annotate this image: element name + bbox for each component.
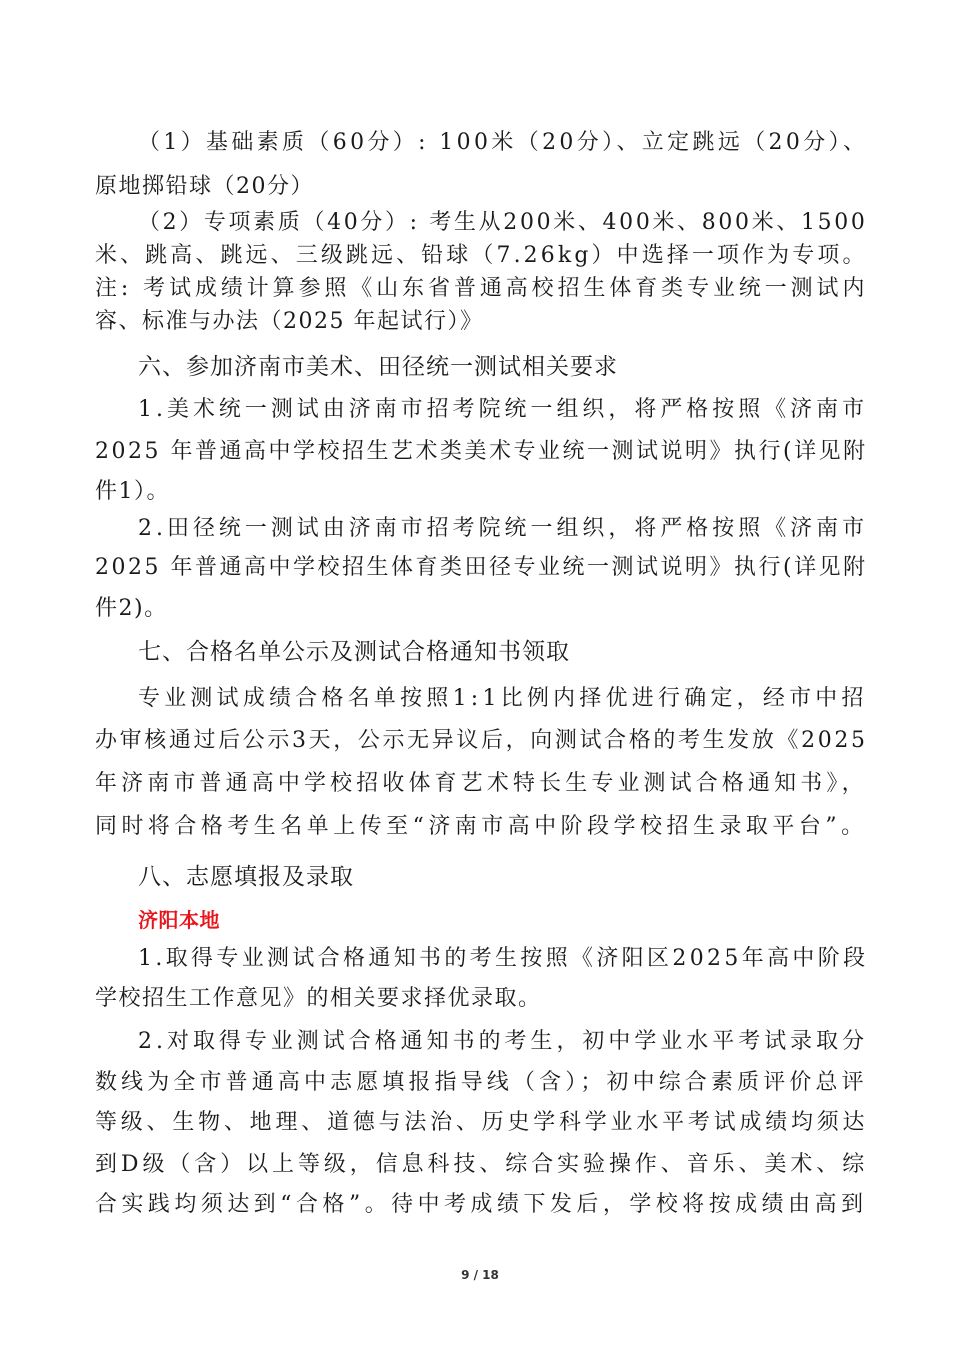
paragraph-line: 原地掷铅球（20分） — [95, 174, 314, 199]
section-heading: 八、志愿填报及录取 — [138, 864, 354, 890]
paragraph-line: 2.对取得专业测试合格通知书的考生，初中学业水平考试录取分 — [138, 1029, 869, 1054]
section-heading: 七、合格名单公示及测试合格通知书领取 — [138, 639, 570, 665]
paragraph-line: 数线为全市普通高中志愿填报指导线（含）；初中综合素质评价总评 — [95, 1070, 868, 1095]
paragraph-line: 到D级（含）以上等级，信息科技、综合实验操作、音乐、美术、综 — [95, 1152, 869, 1177]
paragraph-line: 等级、生物、地理、道德与法治、历史学科学业水平考试成绩均须达 — [95, 1110, 869, 1135]
paragraph-line: 年济南市普通高中学校招收体育艺术特长生专业测试合格通知书》， — [95, 771, 868, 796]
paragraph-line: 2.田径统一测试由济南市招考院统一组织，将严格按照《济南市 — [138, 516, 869, 541]
paragraph-line: 2025 年普通高中学校招生艺术类美术专业统一测试说明》执行(详见附 — [95, 439, 868, 464]
paragraph-line: 1.取得专业测试合格通知书的考生按照《济阳区2025年高中阶段 — [138, 946, 869, 971]
paragraph-line: 同时将合格考生名单上传至“济南市高中阶段学校招生录取平台”。 — [95, 814, 868, 839]
paragraph-line: 办审核通过后公示3天，公示无异议后，向测试合格的考生发放《2025 — [95, 728, 868, 753]
paragraph-line: 米、跳高、跳远、三级跳远、铅球（7.26kg）中选择一项作为专项。 — [95, 243, 868, 268]
page-number: 9 / 18 — [461, 1268, 499, 1282]
paragraph-line: （1）基础素质（60分）: 100米（20分）、立定跳远（20分）、 — [138, 130, 869, 155]
paragraph-line: 件2)。 — [95, 596, 168, 621]
paragraph-line: 合实践均须达到“合格”。待中考成绩下发后，学校将按成绩由高到 — [95, 1192, 868, 1217]
paragraph-line: 容、标准与办法（2025 年起试行）》 — [95, 309, 484, 334]
paragraph-line: 专业测试成绩合格名单按照1:1比例内择优进行确定，经市中招 — [138, 686, 868, 711]
paragraph-line: 1.美术统一测试由济南市招考院统一组织，将严格按照《济南市 — [138, 397, 869, 422]
paragraph-line: 2025 年普通高中学校招生体育类田径专业统一测试说明》执行(详见附 — [95, 555, 868, 580]
paragraph-line: 注: 考试成绩计算参照《山东省普通高校招生体育类专业统一测试内 — [95, 276, 869, 301]
section-heading: 六、参加济南市美术、田径统一测试相关要求 — [138, 354, 618, 380]
paragraph-line: （2）专项素质（40分）: 考生从200米、400米、800米、1500 — [138, 210, 868, 235]
paragraph-line: 件1）。 — [95, 479, 170, 504]
subsection-heading: 济阳本地 — [138, 908, 220, 932]
paragraph-line: 学校招生工作意见》的相关要求择优录取。 — [95, 986, 542, 1011]
